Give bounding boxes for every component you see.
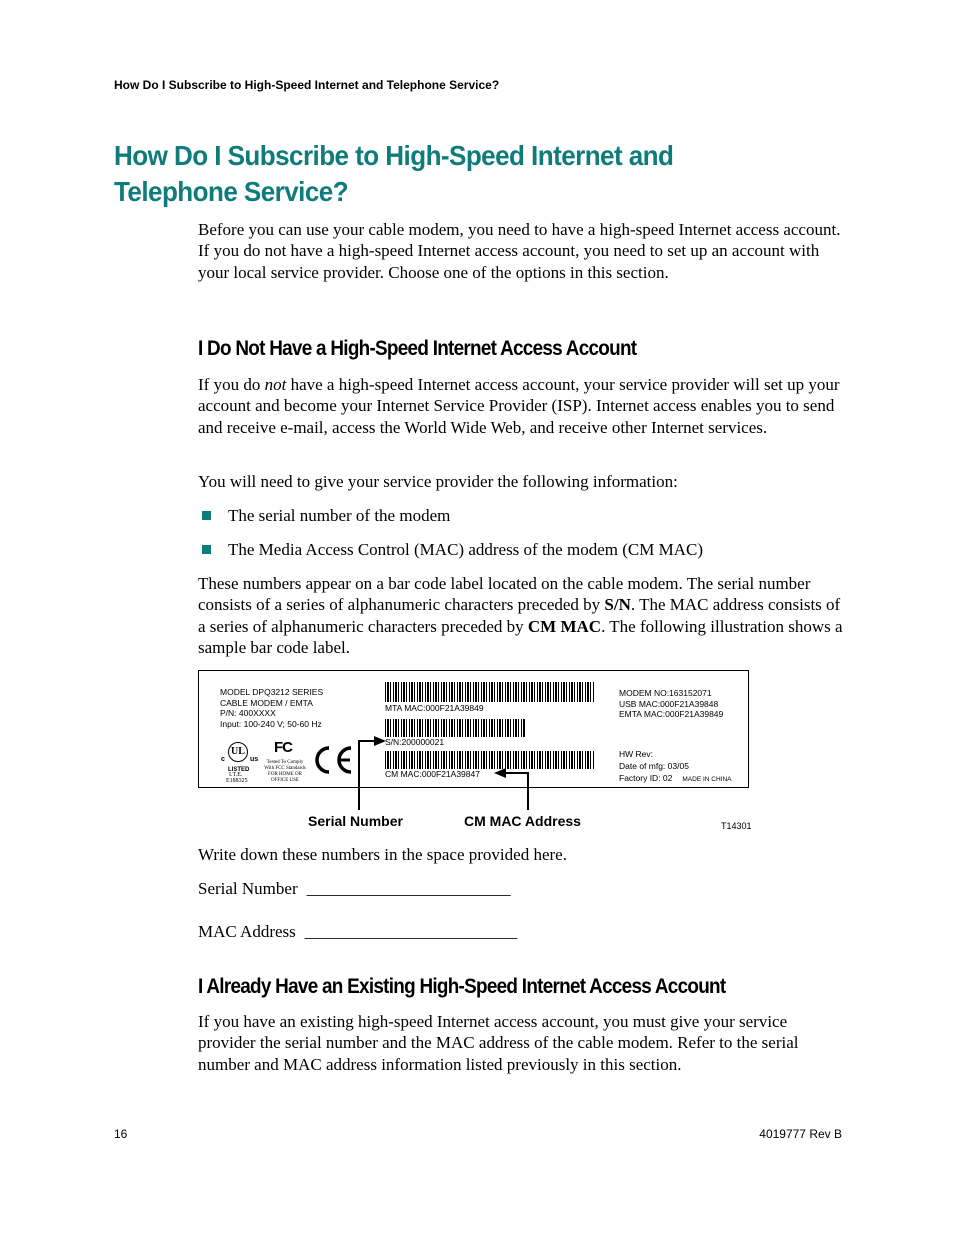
cm-mac-address-callout: CM MAC Address xyxy=(464,813,581,829)
document-number: 4019777 Rev B xyxy=(759,1127,842,1141)
running-header: How Do I Subscribe to High-Speed Internet and Telephone Service? xyxy=(114,78,500,92)
barcode-explanation-paragraph: These numbers appear on a bar code label located on the cable modem. The serial number consists of a series of alphanumeric characters preceded by S/N. The MAC address consists of a series of alphanumeric characters preceded by CM MAC. The following illustration shows a sample bar code label. xyxy=(198,574,843,657)
cm-mac-text: CM MAC:000F21A39847 xyxy=(385,769,480,779)
write-down-paragraph: Write down these numbers in the space provided here. xyxy=(198,845,567,864)
mta-mac-text: MTA MAC:000F21A39849 xyxy=(385,703,484,713)
list-item: The serial number of the modem xyxy=(202,505,450,526)
page-number: 16 xyxy=(114,1127,128,1141)
info-needed-paragraph: You will need to give your service provider the following information: xyxy=(198,472,678,491)
mac-address-field: MAC Address _________________________ xyxy=(198,922,518,941)
page-title: How Do I Subscribe to High-Speed Internet and Telephone Service? xyxy=(114,140,674,207)
fcc-mark: FC Tested To Comply With FCC Standards FOR HOME OR OFFICE USE xyxy=(264,739,306,783)
manufacture-info: HW Rev: Date of mfg: 03/05 Factory ID: 02 MADE IN CHINA xyxy=(619,749,732,783)
figure-id: T14301 xyxy=(721,821,752,831)
list-item: The Media Access Control (MAC) address of the modem (CM MAC) xyxy=(202,539,703,560)
serial-number-callout: Serial Number xyxy=(308,813,403,829)
section-heading-existing-account: I Already Have an Existing High-Speed Internet Access Account xyxy=(198,975,726,998)
modem-ids: MODEM NO:163152071 USB MAC:000F21A39848 EMTA MAC:000F21A39849 xyxy=(619,688,724,719)
serial-number-text: S/N:200000021 xyxy=(385,737,445,747)
section-heading-no-account: I Do Not Have a High-Speed Internet Access Account xyxy=(198,337,637,360)
existing-account-paragraph: If you have an existing high-speed Internet access account, you must give your service provider the serial number and the MAC address of the cable modem. Refer to the serial number and MAC address information listed previously in this section. xyxy=(198,1012,799,1074)
no-account-paragraph: If you do not have a high-speed Internet access account, your service provider will set up your account and become your Internet Service Provider (ISP). Internet access enables you to send and receive e-mail, access the World Wide Web, and receive other Internet services. xyxy=(198,375,840,437)
intro-paragraph: Before you can use your cable modem, you need to have a high-speed Internet access account. If you do not have a high-speed Internet access account, you need to set up an account with your local service provider. Choose one of the options in this section. xyxy=(198,220,841,282)
fcc-icon: FC xyxy=(274,739,292,756)
model-info: MODEL DPQ3212 SERIES CABLE MODEM / EMTA P/N: 400XXXX Input: 100-240 V; 50-60 Hz xyxy=(220,687,324,729)
serial-number-field: Serial Number ________________________ xyxy=(198,879,511,898)
ul-icon: UL xyxy=(228,742,248,762)
ul-listed-mark: c UL us LISTED I.T.E. E188325 xyxy=(221,739,261,787)
